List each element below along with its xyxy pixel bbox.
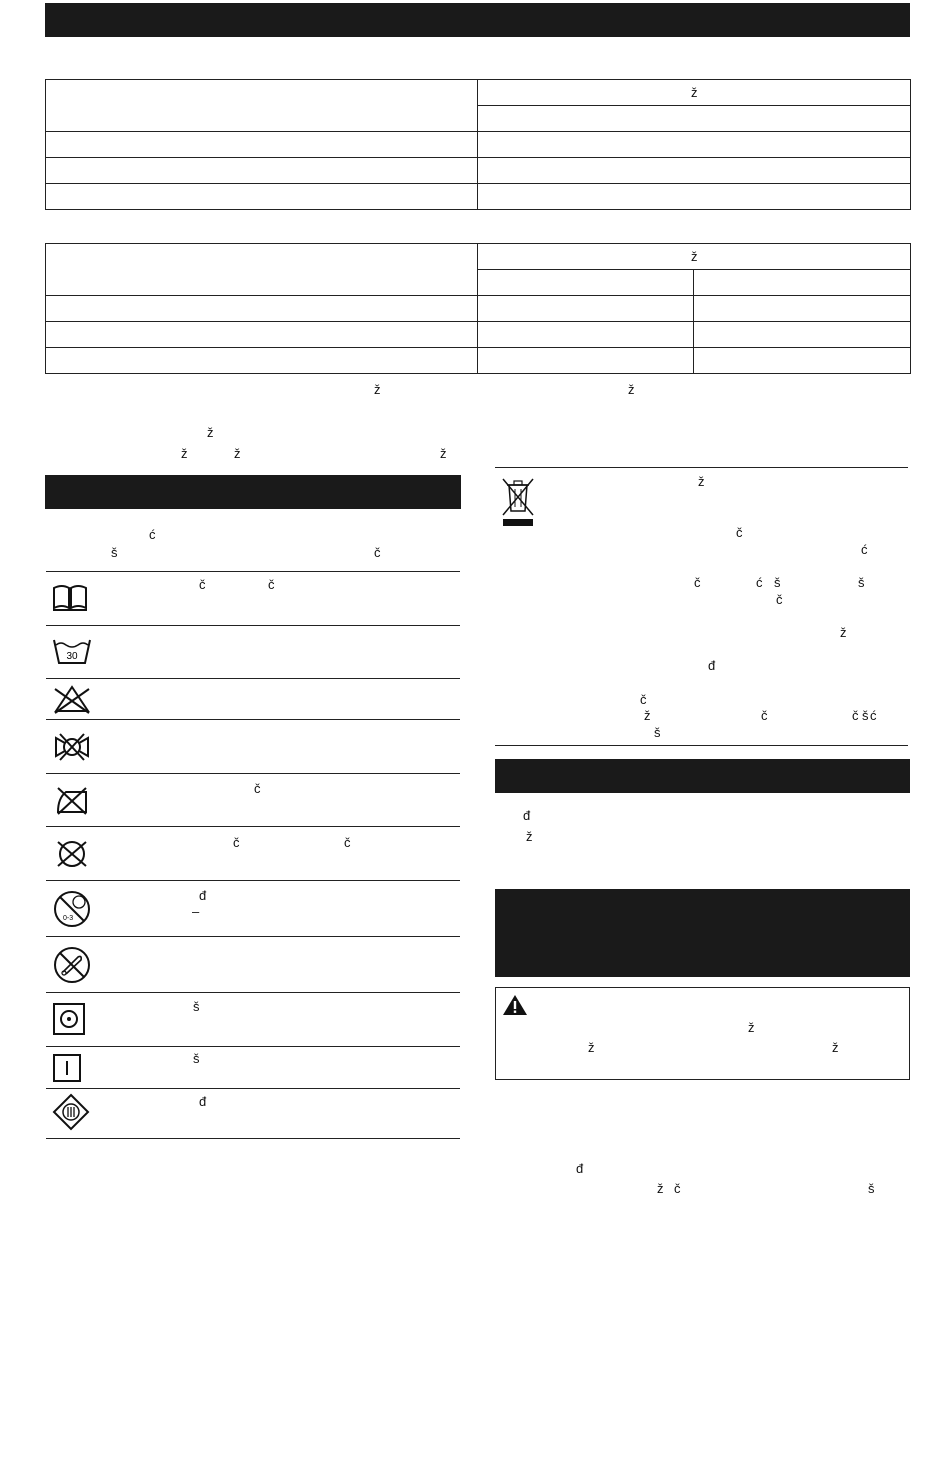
table-cell <box>478 132 911 158</box>
table-cell <box>478 322 694 348</box>
bottom-char: č <box>674 1181 681 1196</box>
row-char: – <box>192 904 200 919</box>
symbol-row <box>46 720 460 774</box>
table-cell <box>46 348 478 374</box>
svg-text:30: 30 <box>66 651 78 662</box>
disposal-char: č <box>736 525 743 540</box>
row-char: č <box>254 781 261 796</box>
row-char: č <box>233 835 240 850</box>
spec-table-1 <box>45 79 911 210</box>
note-char: ž <box>374 382 381 397</box>
table-cell <box>46 80 478 132</box>
disposal-char: ž <box>644 708 651 723</box>
disposal-char: ć <box>861 542 868 557</box>
table-cell <box>46 158 478 184</box>
symbols-section-header <box>45 475 461 509</box>
row-char: č <box>268 577 275 592</box>
divider <box>495 467 908 468</box>
disposal-char: ž <box>840 625 847 640</box>
symbol-row <box>46 881 460 937</box>
wee-bin-icon <box>500 475 536 527</box>
symbol-row <box>46 774 460 827</box>
row-char: š <box>193 999 200 1014</box>
note-char: ž <box>181 446 188 461</box>
header-bar <box>45 3 910 37</box>
warning-char: ž <box>748 1020 755 1035</box>
disposal-char: š <box>654 725 661 740</box>
table-row <box>46 244 911 270</box>
table-cell <box>478 270 694 296</box>
symbol-row <box>46 572 460 626</box>
note-char: ž <box>234 446 241 461</box>
wash-30-icon <box>52 636 92 666</box>
table-cell <box>694 296 911 322</box>
disposal-char: č <box>776 592 783 607</box>
note-char: ž <box>440 446 447 461</box>
disposal-char: ž <box>698 474 705 489</box>
symbol-row <box>46 993 460 1047</box>
table-cell <box>46 132 478 158</box>
table-row <box>46 296 911 322</box>
intro-char: ć <box>149 527 156 542</box>
disposal-char: ć <box>756 575 763 590</box>
table-cell <box>478 348 694 374</box>
warning-box <box>495 987 910 1080</box>
disposal-char: ć <box>870 708 877 723</box>
svg-text:0-3: 0-3 <box>63 915 74 922</box>
table-cell <box>694 322 911 348</box>
table-cell <box>46 296 478 322</box>
table-cell <box>478 106 911 132</box>
disposal-char: š <box>862 708 869 723</box>
row-char: č <box>199 577 206 592</box>
disposal-char: č <box>761 708 768 723</box>
divider <box>495 745 908 746</box>
table-row <box>46 184 911 210</box>
section-char: đ <box>523 808 531 823</box>
no-pins-icon <box>52 946 92 984</box>
table-cell <box>46 322 478 348</box>
bottom-char: ž <box>657 1181 664 1196</box>
warning-char: ž <box>832 1040 839 1055</box>
symbol-row <box>46 1047 460 1089</box>
disposal-char: č <box>852 708 859 723</box>
no-iron-icon <box>52 784 92 816</box>
disposal-char: č <box>694 575 701 590</box>
class-i-icon <box>52 1053 82 1083</box>
row-char: đ <box>199 888 207 903</box>
no-bleach-icon <box>52 683 92 715</box>
disposal-char: đ <box>708 658 716 673</box>
class-iii-icon <box>52 1093 90 1131</box>
no-tumble-dry-icon <box>52 730 92 764</box>
spec-table-2 <box>45 243 911 374</box>
no-dry-clean-icon <box>52 837 92 871</box>
table-header-cell: ž <box>478 244 911 270</box>
table-row <box>46 132 911 158</box>
symbol-row <box>46 1089 460 1139</box>
intro-char: š <box>111 545 118 560</box>
table-cell <box>478 184 911 210</box>
not-for-0-3-icon <box>52 890 92 928</box>
disposal-char: š <box>774 575 781 590</box>
note-char: ž <box>628 382 635 397</box>
table-row <box>46 322 911 348</box>
symbol-row <box>46 827 460 881</box>
disposal-char: č <box>640 692 647 707</box>
table-header-cell: ž <box>478 80 911 106</box>
section-header <box>495 759 910 793</box>
class-ii-icon <box>52 1002 86 1036</box>
table-row <box>46 348 911 374</box>
section-char: ž <box>526 829 533 844</box>
table-cell <box>478 296 694 322</box>
bottom-char: đ <box>576 1161 584 1176</box>
table-cell <box>694 348 911 374</box>
intro-char: č <box>374 545 381 560</box>
row-char: č <box>344 835 351 850</box>
row-char: š <box>193 1051 200 1066</box>
symbol-row <box>46 626 460 679</box>
large-section-header <box>495 889 910 977</box>
table-cell <box>694 270 911 296</box>
note-char: ž <box>207 425 214 440</box>
warning-char: ž <box>588 1040 595 1055</box>
table-cell <box>478 158 911 184</box>
table-cell <box>46 184 478 210</box>
table-row <box>46 158 911 184</box>
bottom-char: š <box>868 1181 875 1196</box>
symbol-row <box>46 679 460 720</box>
table-row <box>46 80 911 106</box>
table-cell <box>46 244 478 296</box>
symbol-row <box>46 937 460 993</box>
row-char: đ <box>199 1094 207 1109</box>
book-icon <box>52 584 88 612</box>
warning-triangle-icon <box>502 994 528 1016</box>
disposal-char: š <box>858 575 865 590</box>
